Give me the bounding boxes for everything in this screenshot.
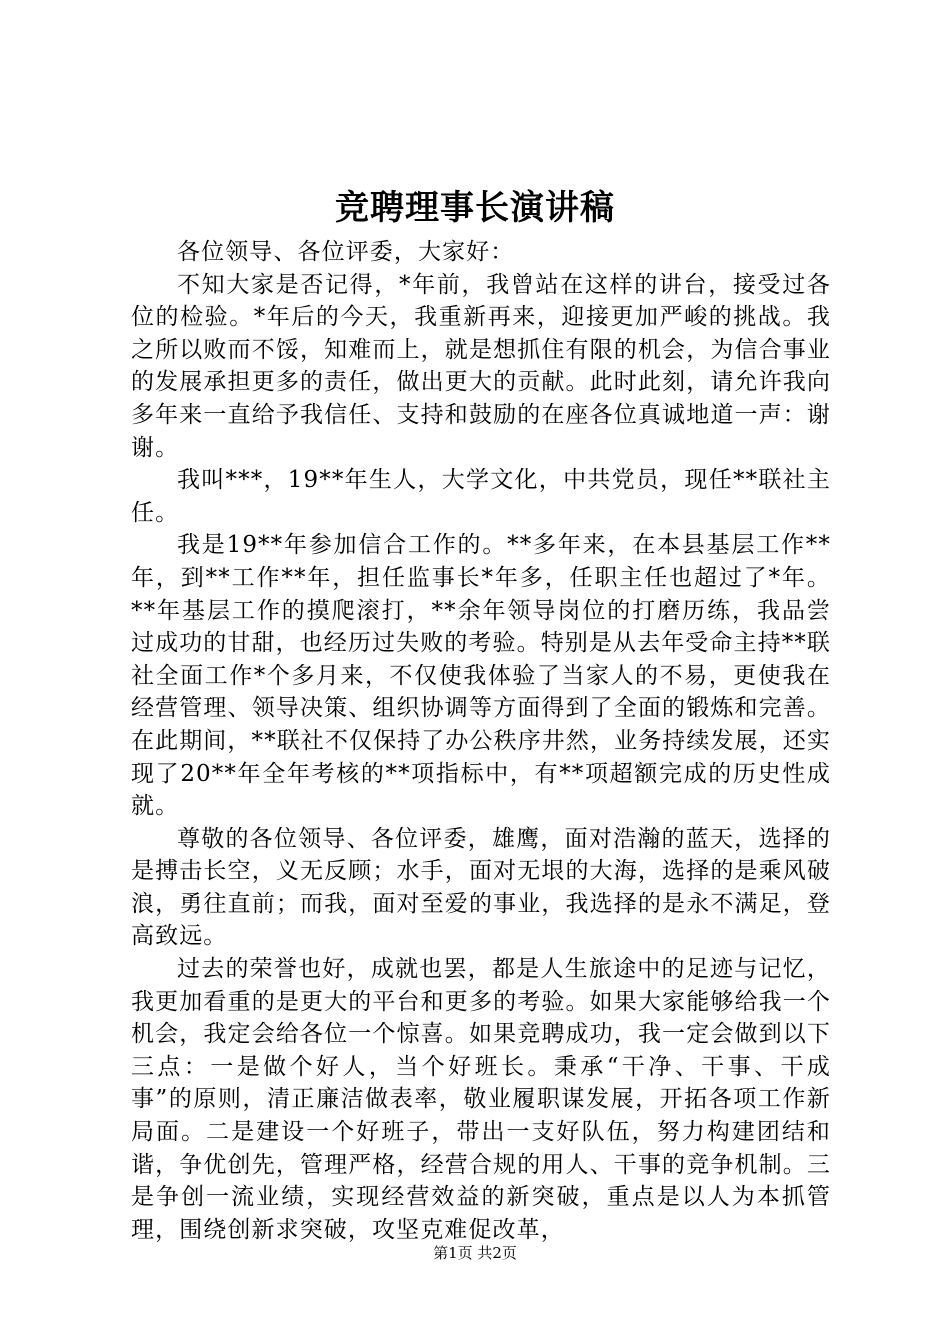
paragraph: 不知大家是否记得，*年前，我曾站在这样的讲台，接受过各位的检验。*年后的今天，我重新再来，迎接更加严峻的挑战。我之所以败而不馁，知难而上，就是想抓住有限的机会，为信合事业的发展承担更多的责任，做出更大的贡献。此时此刻，请允许我向多年来一直给予我信任、支持和鼓励的在座各位真诚地道一声：谢谢。 bbox=[131, 271, 831, 461]
document-body bbox=[131, 236, 831, 1246]
paragraph: 过去的荣誉也好，成就也罢，都是人生旅途中的足迹与记忆，我更加看重的是更大的平台和更多的考验。如果大家能够给我一个机会，我定会给各位一个惊喜。如果竞聘成功，我一定会做到以下三点：一是做个好人，当个好班长。秉承“干净、干事、干成事”的原则，清正廉洁做表率，敬业履职谋发展，开拓各项工作新局面。二是建设一个好班子，带出一支好队伍，努力构建团结和谐，争优创先，管理严格，经营合规的用人、干事的竞争机制。三是争创一流业绩，实现经营效益的新突破，重点是以人为本抓管理，围绕创新求突破，攻坚克难促改革， bbox=[131, 956, 831, 1243]
paragraph: 我是19**年参加信合工作的。**多年来，在本县基层工作**年，到**工作**年，担任监事长*年多，任职主任也超过了*年。**年基层工作的摸爬滚打，**余年领导岗位的打磨历练，我品尝过成功的甘甜，也经历过失败的考验。特别是从去年受命主持**联社全面工作*个多月来，不仅使我体验了当家人的不易，更使我在经营管理、领导决策、组织协调等方面得到了全面的锻炼和完善。在此期间，**联社不仅保持了办公秩序井然，业务持续发展，还实现了20**年全年考核的**项指标中，有**项超额完成的历史性成就。 bbox=[131, 532, 831, 820]
paragraph: 尊敬的各位领导、各位评委，雄鹰，面对浩瀚的蓝天，选择的是搏击长空，义无反顾；水手，面对无垠的大海，选择的是乘风破浪，勇往直前；而我，面对至爱的事业，我选择的是永不满足，登高致远。 bbox=[131, 825, 831, 950]
paragraph: 我叫***，19**年生人，大学文化，中共党员，现任**联社主任。 bbox=[131, 467, 831, 526]
document-title: 竞聘理事长演讲稿 bbox=[335, 188, 615, 228]
paragraph-greeting: 各位领导、各位评委，大家好： bbox=[177, 239, 515, 265]
page-footer: 第1页 共2页 bbox=[433, 1244, 517, 1262]
